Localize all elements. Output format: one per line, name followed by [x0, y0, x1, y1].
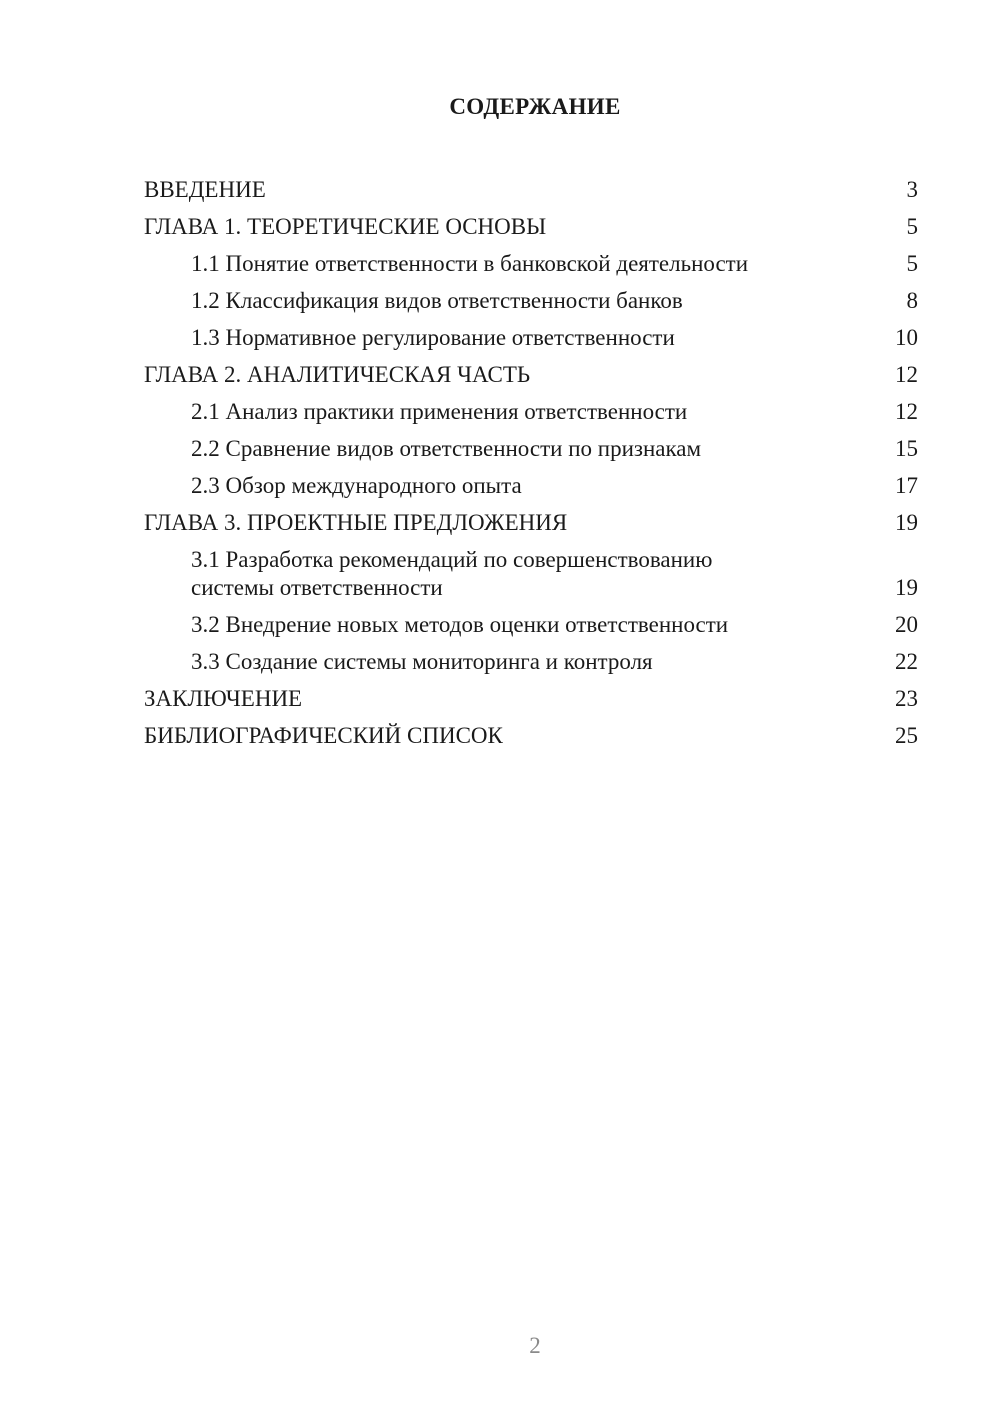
- toc-entry-text: 2.1 Анализ практики применения ответственности: [191, 399, 688, 424]
- toc-entry-text: 3.3 Создание системы мониторинга и контроля: [191, 649, 653, 674]
- toc-entry-page: 5: [906, 251, 918, 276]
- toc-entry-conclusion: [144, 676, 918, 713]
- toc-entry-text: 2.2 Сравнение видов ответственности по признакам: [191, 436, 702, 461]
- toc-entry-section-1-2: [144, 278, 918, 315]
- toc-entry-text: ГЛАВА 3. ПРОЕКТНЫЕ ПРЕДЛОЖЕНИЯ: [144, 510, 568, 535]
- toc-entry-text: 1.2 Классификация видов ответственности банков: [191, 288, 683, 313]
- toc-entry-text: 3.2 Внедрение новых методов оценки ответственности: [191, 612, 729, 637]
- toc-entry-page: 23: [895, 686, 918, 711]
- toc-entry-text: ГЛАВА 2. АНАЛИТИЧЕСКАЯ ЧАСТЬ: [144, 362, 531, 387]
- toc-entry-page: 10: [895, 325, 918, 350]
- toc-title: СОДЕРЖАНИЕ: [449, 94, 621, 119]
- toc-entry-page: 20: [895, 612, 918, 637]
- toc-entry-chapter-1: [144, 204, 918, 241]
- toc-entry-chapter-2: [144, 352, 918, 389]
- toc-entry-text: 1.1 Понятие ответственности в банковской деятельности: [191, 251, 749, 276]
- toc-entry-section-3-3: [144, 639, 918, 676]
- toc-entry-section-2-1: [144, 389, 918, 426]
- toc-entry-text: ГЛАВА 1. ТЕОРЕТИЧЕСКИЕ ОСНОВЫ: [144, 214, 547, 239]
- toc-entry-text: ЗАКЛЮЧЕНИЕ: [144, 686, 303, 711]
- toc-entry-page: 15: [895, 436, 918, 461]
- toc-entry-chapter-3: [144, 500, 918, 537]
- toc-entry-text: БИБЛИОГРАФИЧЕСКИЙ СПИСОК: [144, 723, 503, 748]
- toc-entry-bibliography: [144, 713, 918, 750]
- toc-entry-text: ВВЕДЕНИЕ: [144, 177, 266, 202]
- toc-entry-page: 22: [895, 649, 918, 674]
- toc-entry-section-2-3: [144, 463, 918, 500]
- toc-entry-page: 8: [906, 288, 918, 313]
- page-number: 2: [529, 1333, 541, 1358]
- toc-entry-section-2-2: [144, 426, 918, 463]
- toc-entry-page: 12: [895, 362, 918, 387]
- toc-entry-page: 3: [906, 177, 918, 202]
- toc-entry-section-3-1: [144, 537, 918, 602]
- toc-entry-page: 17: [895, 473, 918, 498]
- table-of-contents: [144, 167, 918, 750]
- toc-entry-section-1-3: [144, 315, 918, 352]
- toc-entry-text: 3.1 Разработка рекомендаций по совершенствованию системы ответственности: [191, 547, 713, 600]
- toc-entry-text: 1.3 Нормативное регулирование ответственности: [191, 325, 675, 350]
- toc-entry-page: 5: [906, 214, 918, 239]
- toc-entry-page: 19: [895, 510, 918, 535]
- toc-entry-section-3-2: [144, 602, 918, 639]
- toc-entry-text: 2.3 Обзор международного опыта: [191, 473, 522, 498]
- toc-entry-introduction: [144, 167, 918, 204]
- toc-entry-section-1-1: [144, 241, 918, 278]
- toc-entry-page: 19: [895, 575, 918, 600]
- toc-entry-page: 25: [895, 723, 918, 748]
- toc-entry-page: 12: [895, 399, 918, 424]
